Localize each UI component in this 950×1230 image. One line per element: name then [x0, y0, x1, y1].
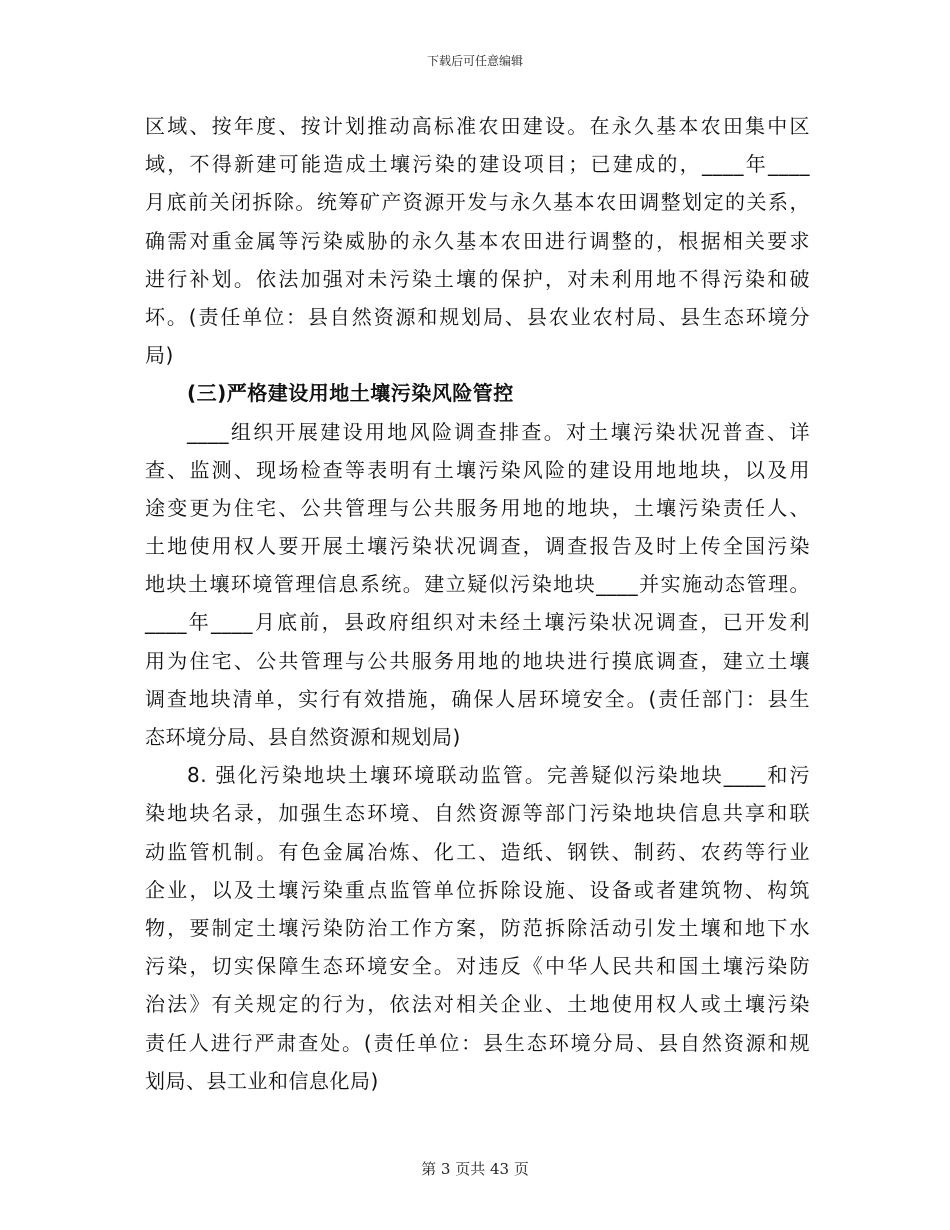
text-line: 月底前关闭拆除。统筹矿产资源开发与永久基本农田调整划定的关系，	[145, 190, 810, 215]
text-line: 进行补划。依法加强对未污染土壤的保护，对未利用地不得污染和破	[145, 266, 810, 291]
text-line: 用为住宅、公共管理与公共服务用地的地块进行摸底调查，建立土壤	[145, 648, 810, 673]
text-line: ____组织开展建设用地风险调查排查。对土壤污染状况普查、详	[187, 419, 810, 444]
text-line: 土地使用权人要开展土壤污染状况调查，调查报告及时上传全国污染	[145, 534, 810, 559]
text-line: 染地块名录，加强生态环境、自然资源等部门污染地块信息共享和联	[145, 801, 810, 826]
text-line: 途变更为住宅、公共管理与公共服务用地的地块，土壤污染责任人、	[145, 495, 810, 520]
section-heading: (三)严格建设用地土壤污染风险管控	[187, 381, 514, 406]
text-line: 区域、按年度、按计划推动高标准农田建设。在永久基本农田集中区	[145, 114, 810, 138]
text-line: 治法》有关规定的行为，依法对相关企业、土地使用权人或土壤污染	[145, 992, 810, 1017]
text-line: 局)	[145, 343, 174, 368]
text-line: 8. 强化污染地块土壤环境联动监管。完善疑似污染地块____和污	[187, 763, 810, 788]
text-line: 地块土壤环境管理信息系统。建立疑似污染地块____并实施动态管理。	[145, 572, 810, 597]
text-line: 态环境分局、县自然资源和规划局)	[145, 725, 461, 749]
page-number: 第 3 页共 43 页	[421, 1160, 529, 1178]
text-line: ____年____月底前，县政府组织对未经土壤污染状况调查，已开发利	[145, 610, 810, 635]
text-line: 动监管机制。有色金属冶炼、化工、造纸、钢铁、制药、农药等行业	[145, 839, 810, 864]
text-line: 域，不得新建可能造成土壤污染的建设项目；已建成的，____年____	[145, 152, 810, 177]
page-header: 下载后可任意编辑	[426, 54, 523, 68]
text-line: 企业，以及土壤污染重点监管单位拆除设施、设备或者建筑物、构筑	[145, 877, 810, 902]
text-line: 责任人进行严肃查处。(责任单位：县生态环境分局、县自然资源和规	[145, 1030, 810, 1055]
text-line: 确需对重金属等污染威胁的永久基本农田进行调整的，根据相关要求	[145, 228, 810, 253]
text-line: 坏。(责任单位：县自然资源和规划局、县农业农村局、县生态环境分	[145, 304, 810, 329]
text-line: 污染，切实保障生态环境安全。对违反《中华人民共和国土壤污染防	[145, 954, 810, 979]
text-line: 划局、县工业和信息化局)	[145, 1068, 379, 1093]
text-line: 调查地块清单，实行有效措施，确保人居环境安全。(责任部门：县生	[145, 686, 810, 711]
document-body	[145, 107, 810, 1100]
text-line: 查、监测、现场检查等表明有土壤污染风险的建设用地地块，以及用	[145, 457, 810, 482]
text-line: 物，要制定土壤污染防治工作方案，防范拆除活动引发土壤和地下水	[145, 915, 810, 940]
